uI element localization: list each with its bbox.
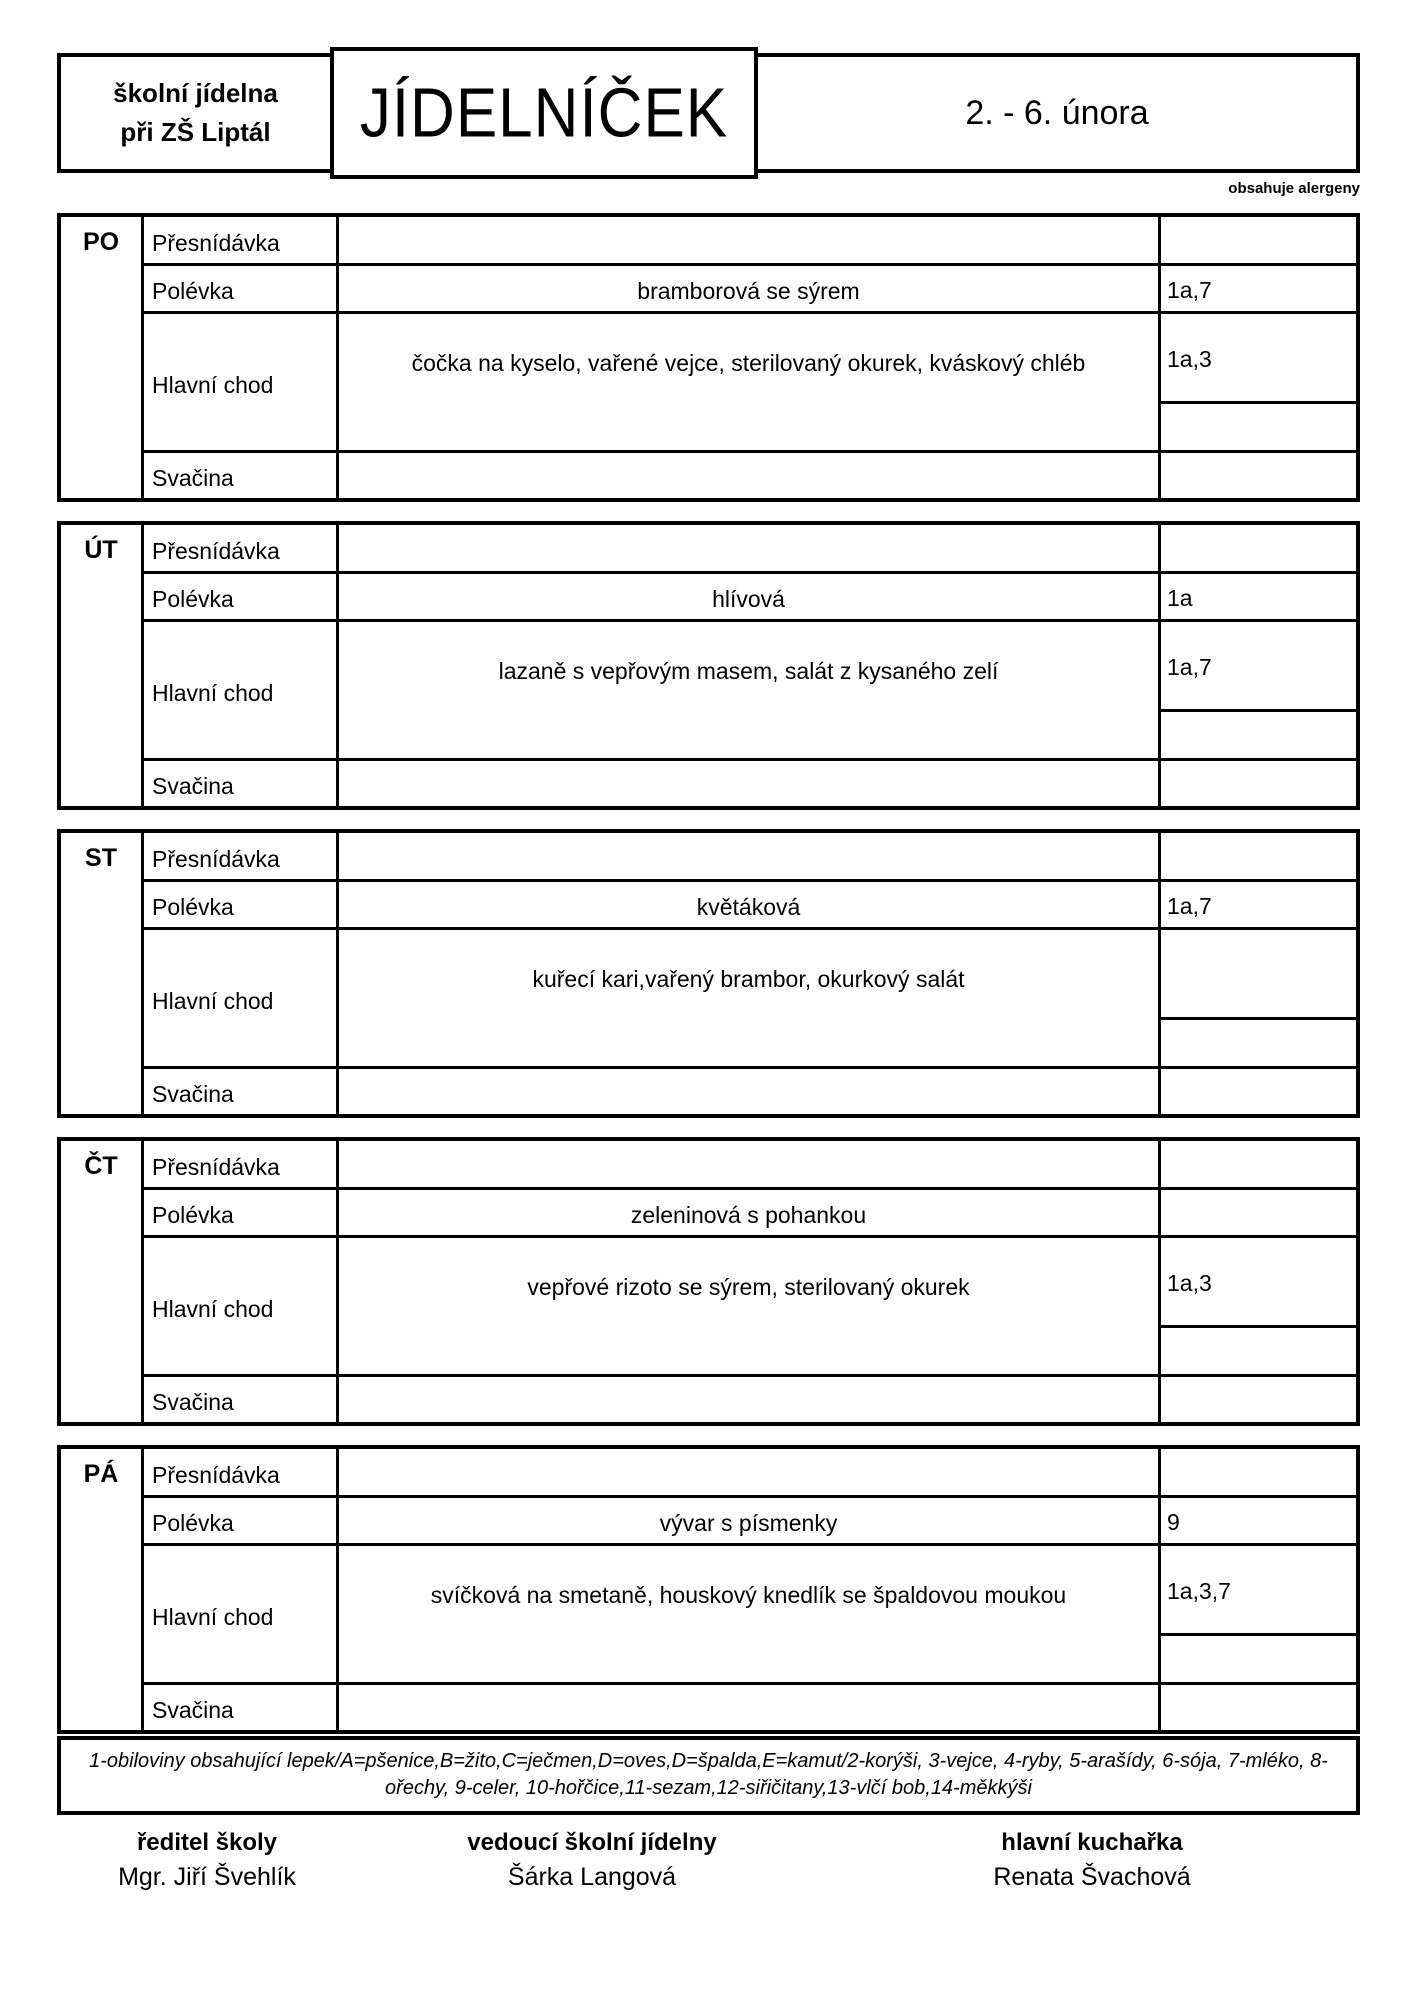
signature-role: hlavní kuchařka [1001, 1829, 1183, 1856]
row-label-snack-am: Přesnídávka [144, 217, 339, 266]
meal-soup: hlívová [339, 574, 1161, 622]
row-label-main: Hlavní chod [144, 622, 339, 761]
day-code: ÚT [61, 525, 144, 806]
row-label-snack-am: Přesnídávka [144, 1141, 339, 1190]
day-table-ct [57, 1137, 1360, 1426]
meal-main: vepřové rizoto se sýrem, sterilovaný okurek [339, 1238, 1161, 1377]
meal-snack-pm [339, 453, 1161, 498]
meal-snack-am [339, 1449, 1161, 1498]
allergens-snack-am [1161, 525, 1356, 574]
allergens-soup: 1a,7 [1161, 882, 1356, 930]
day-code: ČT [61, 1141, 144, 1422]
meal-soup: vývar s písmenky [339, 1498, 1161, 1546]
allergens-soup: 1a [1161, 574, 1356, 622]
allergens-main [1161, 930, 1356, 1020]
allergens-snack-pm [1161, 1377, 1356, 1422]
allergens-soup: 9 [1161, 1498, 1356, 1546]
day-code: PO [61, 217, 144, 498]
allergens-main-2 [1161, 1020, 1356, 1069]
row-label-snack-pm: Svačina [144, 1069, 339, 1114]
signature-director [57, 1828, 357, 1894]
meal-main: kuřecí kari,vařený brambor, okurkový salát [339, 930, 1161, 1069]
allergens-main: 1a,3,7 [1161, 1546, 1356, 1636]
row-label-snack-am: Přesnídávka [144, 525, 339, 574]
meal-soup: květáková [339, 882, 1161, 930]
row-label-snack-pm: Svačina [144, 1685, 339, 1730]
row-label-main: Hlavní chod [144, 314, 339, 453]
allergens-snack-am [1161, 833, 1356, 882]
day-table-pa [57, 1445, 1360, 1734]
row-label-snack-am: Přesnídávka [144, 833, 339, 882]
meal-snack-am [339, 1141, 1161, 1190]
allergens-snack-am [1161, 217, 1356, 266]
signature-role: ředitel školy [136, 1829, 278, 1856]
row-label-soup: Polévka [144, 266, 339, 314]
allergen-legend-line1: 1-obiloviny obsahující lepek/A=pšenice,B=žito,C=ječmen,D=oves,D=špalda,E=kamut/2-korýši, 3-vejce, 4-ryby, 5-arašídy, 6-sója, 7-mléko, 8- [89, 1750, 1328, 1772]
meal-main: svíčková na smetaně, houskový knedlík se špaldovou moukou [339, 1546, 1161, 1685]
signature-canteen-manager [357, 1828, 827, 1894]
row-label-main: Hlavní chod [144, 930, 339, 1069]
allergens-soup [1161, 1190, 1356, 1238]
meal-snack-pm [339, 1685, 1161, 1730]
allergens-main-2 [1161, 404, 1356, 453]
row-label-soup: Polévka [144, 1190, 339, 1238]
signature-name: Šárka Langová [507, 1863, 677, 1891]
allergens-main-2 [1161, 1328, 1356, 1377]
allergens-snack-pm [1161, 1069, 1356, 1114]
allergens-main: 1a,3 [1161, 1238, 1356, 1328]
allergens-main-2 [1161, 712, 1356, 761]
day-table-po [57, 213, 1360, 502]
meal-main: čočka na kyselo, vařené vejce, sterilovaný okurek, kváskový chléb [339, 314, 1161, 453]
menu-title: JÍDELNÍČEK [359, 74, 729, 152]
row-label-snack-pm: Svačina [144, 761, 339, 806]
signature-head-cook [827, 1828, 1357, 1894]
week-range: 2. - 6. února [965, 93, 1149, 132]
row-label-main: Hlavní chod [144, 1546, 339, 1685]
row-label-soup: Polévka [144, 1498, 339, 1546]
allergen-legend-line2: ořechy, 9-celer, 10-hořčice,11-sezam,12-siřičitany,13-vlčí bob,14-měkkýši [385, 1777, 1032, 1799]
meal-snack-pm [339, 1377, 1161, 1422]
meal-soup: bramborová se sýrem [339, 266, 1161, 314]
meal-snack-am [339, 833, 1161, 882]
allergen-note: obsahuje alergeny [1228, 180, 1360, 197]
day-table-ut [57, 521, 1360, 810]
school-name-line1: školní jídelna [113, 78, 278, 108]
allergens-snack-pm [1161, 453, 1356, 498]
meal-snack-am [339, 525, 1161, 574]
row-label-snack-pm: Svačina [144, 453, 339, 498]
meal-snack-pm [339, 1069, 1161, 1114]
day-code: ST [61, 833, 144, 1114]
week-range-box [758, 53, 1360, 173]
meal-snack-am [339, 217, 1161, 266]
day-table-st [57, 829, 1360, 1118]
allergens-soup: 1a,7 [1161, 266, 1356, 314]
allergens-main: 1a,3 [1161, 314, 1356, 404]
row-label-soup: Polévka [144, 574, 339, 622]
allergens-snack-am [1161, 1449, 1356, 1498]
row-label-snack-pm: Svačina [144, 1377, 339, 1422]
signature-role: vedoucí školní jídelny [467, 1829, 717, 1856]
day-code: PÁ [61, 1449, 144, 1730]
menu-page [57, 53, 1360, 1894]
school-name-box [57, 53, 330, 173]
row-label-main: Hlavní chod [144, 1238, 339, 1377]
meal-snack-pm [339, 761, 1161, 806]
allergen-legend [57, 1736, 1360, 1815]
menu-title-box [330, 47, 758, 179]
allergens-main: 1a,7 [1161, 622, 1356, 712]
meal-soup: zeleninová s pohankou [339, 1190, 1161, 1238]
allergens-snack-pm [1161, 1685, 1356, 1730]
row-label-soup: Polévka [144, 882, 339, 930]
header [57, 53, 1360, 173]
allergens-snack-pm [1161, 761, 1356, 806]
meal-main: lazaně s vepřovým masem, salát z kysaného zelí [339, 622, 1161, 761]
signature-name: Mgr. Jiří Švehlík [118, 1863, 296, 1891]
signature-name: Renata Švachová [993, 1863, 1191, 1891]
school-name-line2: při ZŠ Liptál [120, 117, 271, 147]
allergens-snack-am [1161, 1141, 1356, 1190]
signatures [57, 1828, 1360, 1894]
row-label-snack-am: Přesnídávka [144, 1449, 339, 1498]
allergens-main-2 [1161, 1636, 1356, 1685]
